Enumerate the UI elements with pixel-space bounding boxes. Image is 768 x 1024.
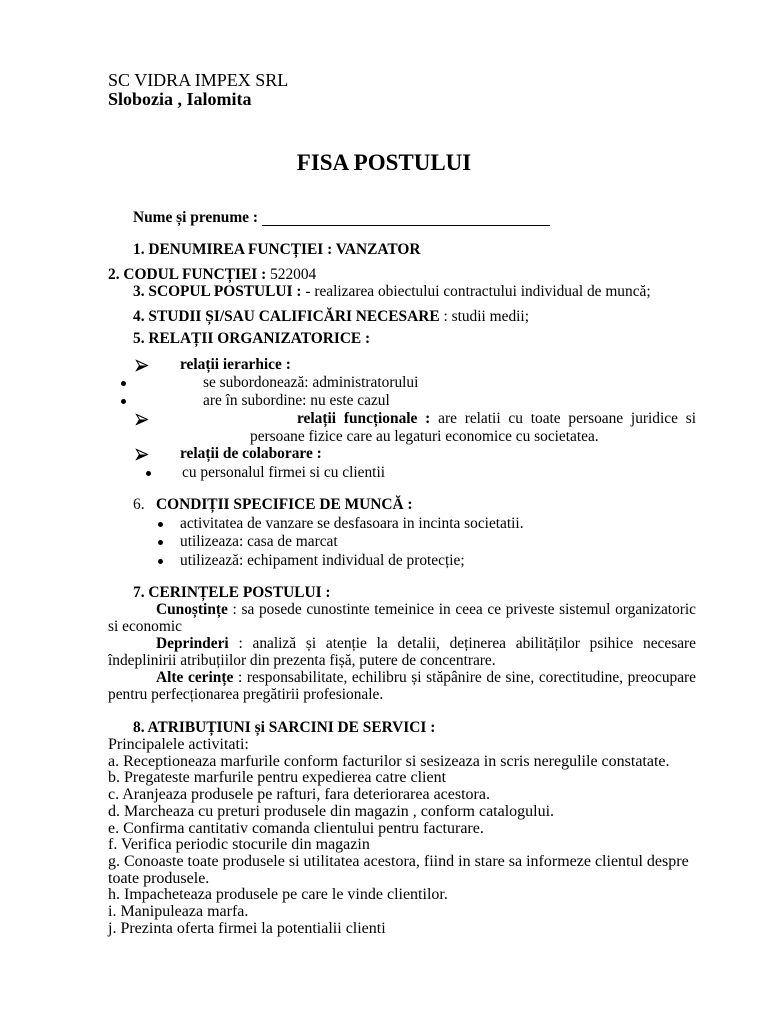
job-purpose-row: [133, 283, 651, 300]
collaboration-relations-label: relații de colaborare :: [180, 445, 322, 462]
arrowhead-bullet-icon: [136, 449, 148, 460]
duties-heading: 8. ATRIBUȚIUNI și SARCINI DE SERVICI :: [133, 719, 436, 736]
condition-item: utilizează: echipament individual de protecție;: [180, 552, 465, 569]
company-location: Slobozia , Ialomita: [108, 89, 252, 109]
duty-item: c. Aranjeaza produsele pe rafturi, fara deteriorarea acestora.: [108, 786, 490, 804]
requirement-knowledge: [108, 601, 696, 635]
functional-relations-paragraph: [250, 410, 696, 446]
requirement-label: Alte cerințe: [156, 669, 234, 686]
requirement-skills: [108, 635, 696, 669]
requirement-text: : responsabilitate, echilibru și stăpânire de sine, corectitudine, preocupare pentru perfecționarea pregătirii profesionale.: [108, 669, 697, 703]
duty-item: d. Marcheaza cu preturi produsele din magazin , conform catalogului.: [108, 802, 555, 820]
studies-value: : studii medii;: [443, 308, 529, 325]
round-bullet-icon: [146, 471, 151, 476]
requirements-heading: 7. CERINȚELE POSTULUI :: [133, 584, 331, 601]
studies-row: [133, 308, 529, 325]
studies-label: 4. STUDII ȘI/SAU CALIFICĂRI NECESARE: [133, 308, 440, 325]
company-name: SC VIDRA IMPEX SRL: [108, 70, 289, 90]
duty-item: j. Prezinta oferta firmei la potentialii clienti: [108, 919, 386, 937]
relations-heading: 5. RELAȚII ORGANIZATORICE :: [133, 330, 371, 347]
duty-item: g. Conoaste toate produsele si utilitatea acestora, fiind in stare sa informeze clientul despre toate produsele.: [108, 852, 689, 887]
round-bullet-icon: [158, 559, 163, 564]
arrowhead-bullet-icon: [136, 360, 148, 371]
job-purpose-label: 3. SCOPUL POSTULUI :: [133, 283, 302, 300]
duty-item: e. Confirma cantitativ comanda clientului pentru facturare.: [108, 819, 484, 837]
duty-item: a. Receptioneaza marfurile conform facturilor si sesizeaza in scris neregulile constatate.: [108, 752, 670, 770]
name-label: Nume și prenume :: [133, 209, 258, 226]
duty-item: b. Pregateste marfurile pentru expedierea catre client: [108, 769, 447, 787]
collaboration-relation-item: cu personalul firmei si cu clientii: [182, 464, 386, 481]
condition-item: activitatea de vanzare se desfasoara in incinta societatii.: [180, 515, 524, 532]
requirement-label: Deprinderi: [156, 635, 229, 652]
round-bullet-icon: [121, 381, 126, 386]
requirement-text: : sa posede cunostinte temeinice in ceea ce priveste sistemul organizatoric si economic: [108, 601, 696, 635]
duties-list: [108, 737, 696, 937]
hierarchical-relations-label: relații ierarhice :: [180, 356, 291, 373]
functional-relations-text: are relatii cu toate persoane juridice si persoane fizice care au legaturi economice cu societatea.: [250, 410, 696, 445]
job-title-heading: 1. DENUMIREA FUNCȚIEI : VANZATOR: [133, 241, 421, 258]
arrowhead-bullet-icon: [136, 414, 148, 425]
requirement-text: : analiză și atenție la detalii, deținerea abilităților psihice necesare îndeplinirii atribuțiilor din prezenta fișă, putere de concentrare.: [108, 635, 696, 669]
conditions-heading: CONDIȚII SPECIFICE DE MUNCĂ :: [156, 496, 413, 513]
requirement-other: [108, 669, 696, 703]
duty-item: f. Verifica periodic stocurile din magazin: [108, 836, 370, 854]
job-code-row: [108, 266, 316, 283]
name-blank-line: [262, 225, 550, 226]
job-code-label: 2. CODUL FUNCȚIEI :: [108, 266, 267, 283]
document-title: FISA POSTULUI: [296, 150, 472, 175]
round-bullet-icon: [121, 399, 126, 404]
round-bullet-icon: [158, 522, 163, 527]
job-purpose-value: - realizarea obiectului contractului individual de muncă;: [305, 283, 651, 300]
duty-item: i. Manipuleaza marfa.: [108, 903, 249, 921]
hierarchical-relation-item: are în subordine: nu este cazul: [203, 392, 390, 409]
duties-intro: Principalele activitati:: [108, 736, 249, 753]
requirement-label: Cunoștințe: [156, 601, 228, 618]
duty-item: h. Impacheteaza produsele pe care le vinde clientilor.: [108, 886, 448, 904]
job-code-value: 522004: [270, 266, 317, 283]
condition-item: utilizeaza: casa de marcat: [180, 533, 338, 550]
round-bullet-icon: [158, 540, 163, 545]
conditions-number: 6.: [133, 496, 145, 513]
hierarchical-relation-item: se subordonează: administratorului: [203, 374, 419, 391]
functional-relations-label: relații funcționale :: [297, 410, 431, 427]
